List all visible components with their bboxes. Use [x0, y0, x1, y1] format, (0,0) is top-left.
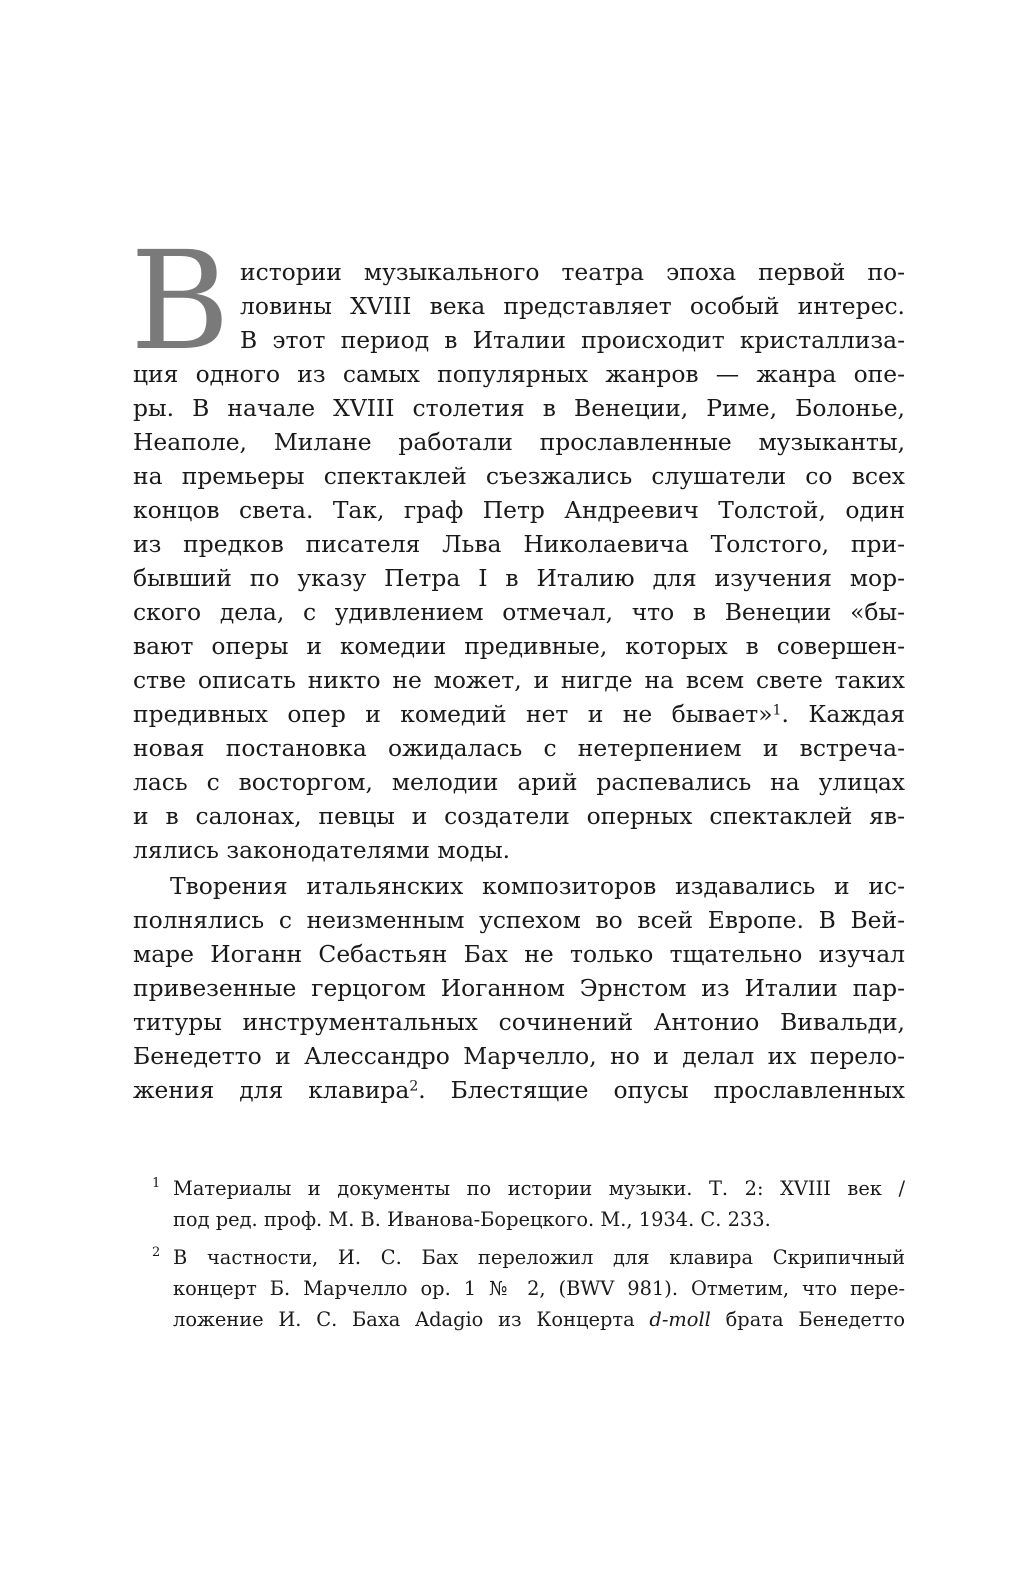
footnote-line: под ред. проф. М. В. Иванова-Борецкого. М., 1934. С. 233.: [173, 1208, 771, 1231]
footnote-ref-1: 1: [772, 702, 782, 719]
footnote-line: В частности, И. С. Бах переложил для клавира Скрипичный: [173, 1246, 905, 1269]
text-line: и в салонах, певцы и создатели оперных спектаклей яв-: [133, 802, 905, 830]
text-line: ловины XVIII века представляет особый интерес.: [240, 292, 905, 320]
footnote-line: концерт Б. Марчелло ор. 1 № 2, (BWV 981). Отметим, что пере-: [173, 1277, 905, 1300]
text-line: из предков писателя Льва Николаевича Толстого, при-: [133, 530, 905, 558]
text-line: ры. В начале XVIII столетия в Венеции, Риме, Болонье,: [133, 394, 905, 422]
footnote-line: [173, 1304, 905, 1335]
text-line: ция одного из самых популярных жанров — жанра опе-: [133, 360, 905, 388]
text-span: брата Бенедетто: [710, 1308, 905, 1331]
text-line: полнялись с неизменным успехом во всей Европе. В Вей-: [133, 906, 905, 934]
text-line: Творения итальянских композиторов издавались и ис-: [170, 872, 905, 900]
text-line: концов света. Так, граф Петр Андреевич Толстой, один: [133, 496, 905, 524]
text-span: ложение И. С. Баха Adagio из Концерта: [173, 1308, 650, 1331]
text-line-with-footnote-ref: [133, 1073, 905, 1107]
text-span: предивных опер и комедий нет и не бывает»: [133, 700, 773, 728]
text-line: на премьеры спектаклей съезжались слушатели со всех: [133, 462, 905, 490]
text-line-with-footnote-ref: [133, 697, 905, 731]
text-line: вают оперы и комедии предивные, которых в совершен-: [133, 632, 905, 660]
text-line: бывший по указу Петра I в Италию для изучения мор-: [133, 564, 905, 592]
footnote-mark: 2: [152, 1245, 161, 1260]
text-span: . Блестящие опусы прославленных: [418, 1076, 905, 1104]
text-line: лялись законодателями моды.: [133, 836, 511, 864]
text-span: . Каждая: [781, 700, 905, 728]
text-line: ского дела, с удивлением отмечал, что в Венеции «бы-: [133, 598, 905, 626]
footnote-mark: 1: [152, 1176, 161, 1191]
text-line: В этот период в Италии происходит кристаллиза-: [240, 326, 905, 354]
drop-cap-initial: В: [130, 223, 230, 381]
text-line: новая постановка ожидалась с нетерпением и встреча-: [133, 734, 905, 762]
text-line: привезенные герцогом Иоганном Эрнстом из Италии пар-: [133, 974, 905, 1002]
text-line: титуры инструментальных сочинений Антонио Вивальди,: [133, 1008, 905, 1036]
italic-term: d-moll: [649, 1308, 711, 1331]
text-line: стве описать никто не может, и нигде на всем свете таких: [133, 666, 905, 694]
text-line: истории музыкального театра эпоха первой по-: [240, 258, 905, 286]
footnote-ref-2: 2: [409, 1078, 419, 1095]
text-line: маре Иоганн Себастьян Бах не только тщательно изучал: [133, 940, 905, 968]
text-span: жения для клавира: [133, 1076, 410, 1104]
text-line: Бенедетто и Алессандро Марчелло, но и делал их перело-: [133, 1042, 905, 1070]
text-line: лась с восторгом, мелодии арий распевались на улицах: [133, 768, 905, 796]
footnote-line: Материалы и документы по истории музыки. Т. 2: XVIII век /: [173, 1177, 905, 1200]
text-line: Неаполе, Милане работали прославленные музыканты,: [133, 428, 905, 456]
